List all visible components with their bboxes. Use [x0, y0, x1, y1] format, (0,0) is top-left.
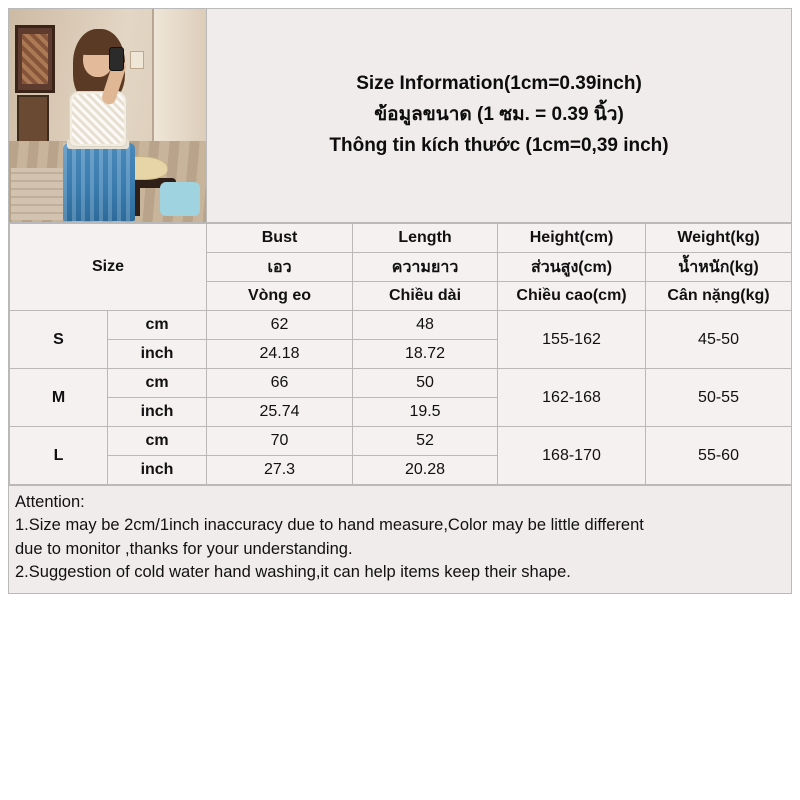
wall-picture-small-icon — [17, 95, 49, 143]
table-row — [10, 427, 792, 456]
height-m: 162-168 — [498, 369, 646, 427]
row-size-s: S — [10, 311, 108, 369]
size-table — [9, 223, 792, 485]
header-length-en: Length — [353, 224, 498, 253]
title-line-vi: Thông tin kích thước (1cm=0,39 inch) — [329, 134, 669, 156]
attention-heading: Attention: — [15, 493, 85, 511]
header-bust-th: เอว — [207, 253, 353, 282]
weight-s: 45-50 — [646, 311, 792, 369]
header-weight-vi: Cân nặng(kg) — [646, 282, 792, 311]
table-row — [10, 369, 792, 398]
unit-inch-m: inch — [108, 398, 207, 427]
table-row — [10, 311, 792, 340]
table-header-row-en — [10, 224, 792, 253]
header-weight-th: น้ำหนัก(kg) — [646, 253, 792, 282]
length-inch-s: 18.72 — [353, 340, 498, 369]
size-chart-container — [8, 8, 792, 594]
wall-picture-icon — [15, 25, 55, 93]
header-height-vi: Chiều cao(cm) — [498, 282, 646, 311]
bust-inch-m: 25.74 — [207, 398, 353, 427]
bust-cm-l: 70 — [207, 427, 353, 456]
unit-inch-l: inch — [108, 456, 207, 485]
weight-m: 50-55 — [646, 369, 792, 427]
length-inch-m: 19.5 — [353, 398, 498, 427]
header-bust-en: Bust — [207, 224, 353, 253]
unit-cm-m: cm — [108, 369, 207, 398]
model-figure — [63, 29, 137, 219]
title-line-en: Size Information(1cm=0.39inch) — [356, 73, 642, 95]
header-weight-en: Weight(kg) — [646, 224, 792, 253]
length-inch-l: 20.28 — [353, 456, 498, 485]
title-line-th: ข้อมูลขนาด (1 ซม. = 0.39 นิ้ว) — [374, 104, 624, 126]
attention-line-1: 1.Size may be 2cm/1inch inaccuracy due to hand measure,Color may be little different — [15, 516, 644, 535]
header-height-en: Height(cm) — [498, 224, 646, 253]
attention-line-3: 2.Suggestion of cold water hand washing,it can help items keep their shape. — [15, 563, 571, 582]
header-height-th: ส่วนสูง(cm) — [498, 253, 646, 282]
header-bust-vi: Vòng eo — [207, 282, 353, 311]
bust-inch-l: 27.3 — [207, 456, 353, 485]
height-l: 168-170 — [498, 427, 646, 485]
length-cm-s: 48 — [353, 311, 498, 340]
title-block — [207, 9, 791, 222]
bust-inch-s: 24.18 — [207, 340, 353, 369]
row-size-l: L — [10, 427, 108, 485]
bag-icon — [160, 182, 200, 216]
size-column-header: Size — [10, 224, 207, 311]
attention-line-2: due to monitor ,thanks for your understanding. — [15, 539, 353, 558]
row-size-m: M — [10, 369, 108, 427]
height-s: 155-162 — [498, 311, 646, 369]
chart-header — [9, 9, 791, 223]
bust-cm-s: 62 — [207, 311, 353, 340]
length-cm-m: 50 — [353, 369, 498, 398]
phone-icon — [109, 47, 124, 71]
bust-cm-m: 66 — [207, 369, 353, 398]
weight-l: 55-60 — [646, 427, 792, 485]
attention-block — [9, 485, 791, 593]
unit-cm-s: cm — [108, 311, 207, 340]
unit-cm-l: cm — [108, 427, 207, 456]
length-cm-l: 52 — [353, 427, 498, 456]
unit-inch-s: inch — [108, 340, 207, 369]
header-length-th: ความยาว — [353, 253, 498, 282]
header-length-vi: Chiều dài — [353, 282, 498, 311]
product-photo — [9, 9, 207, 222]
